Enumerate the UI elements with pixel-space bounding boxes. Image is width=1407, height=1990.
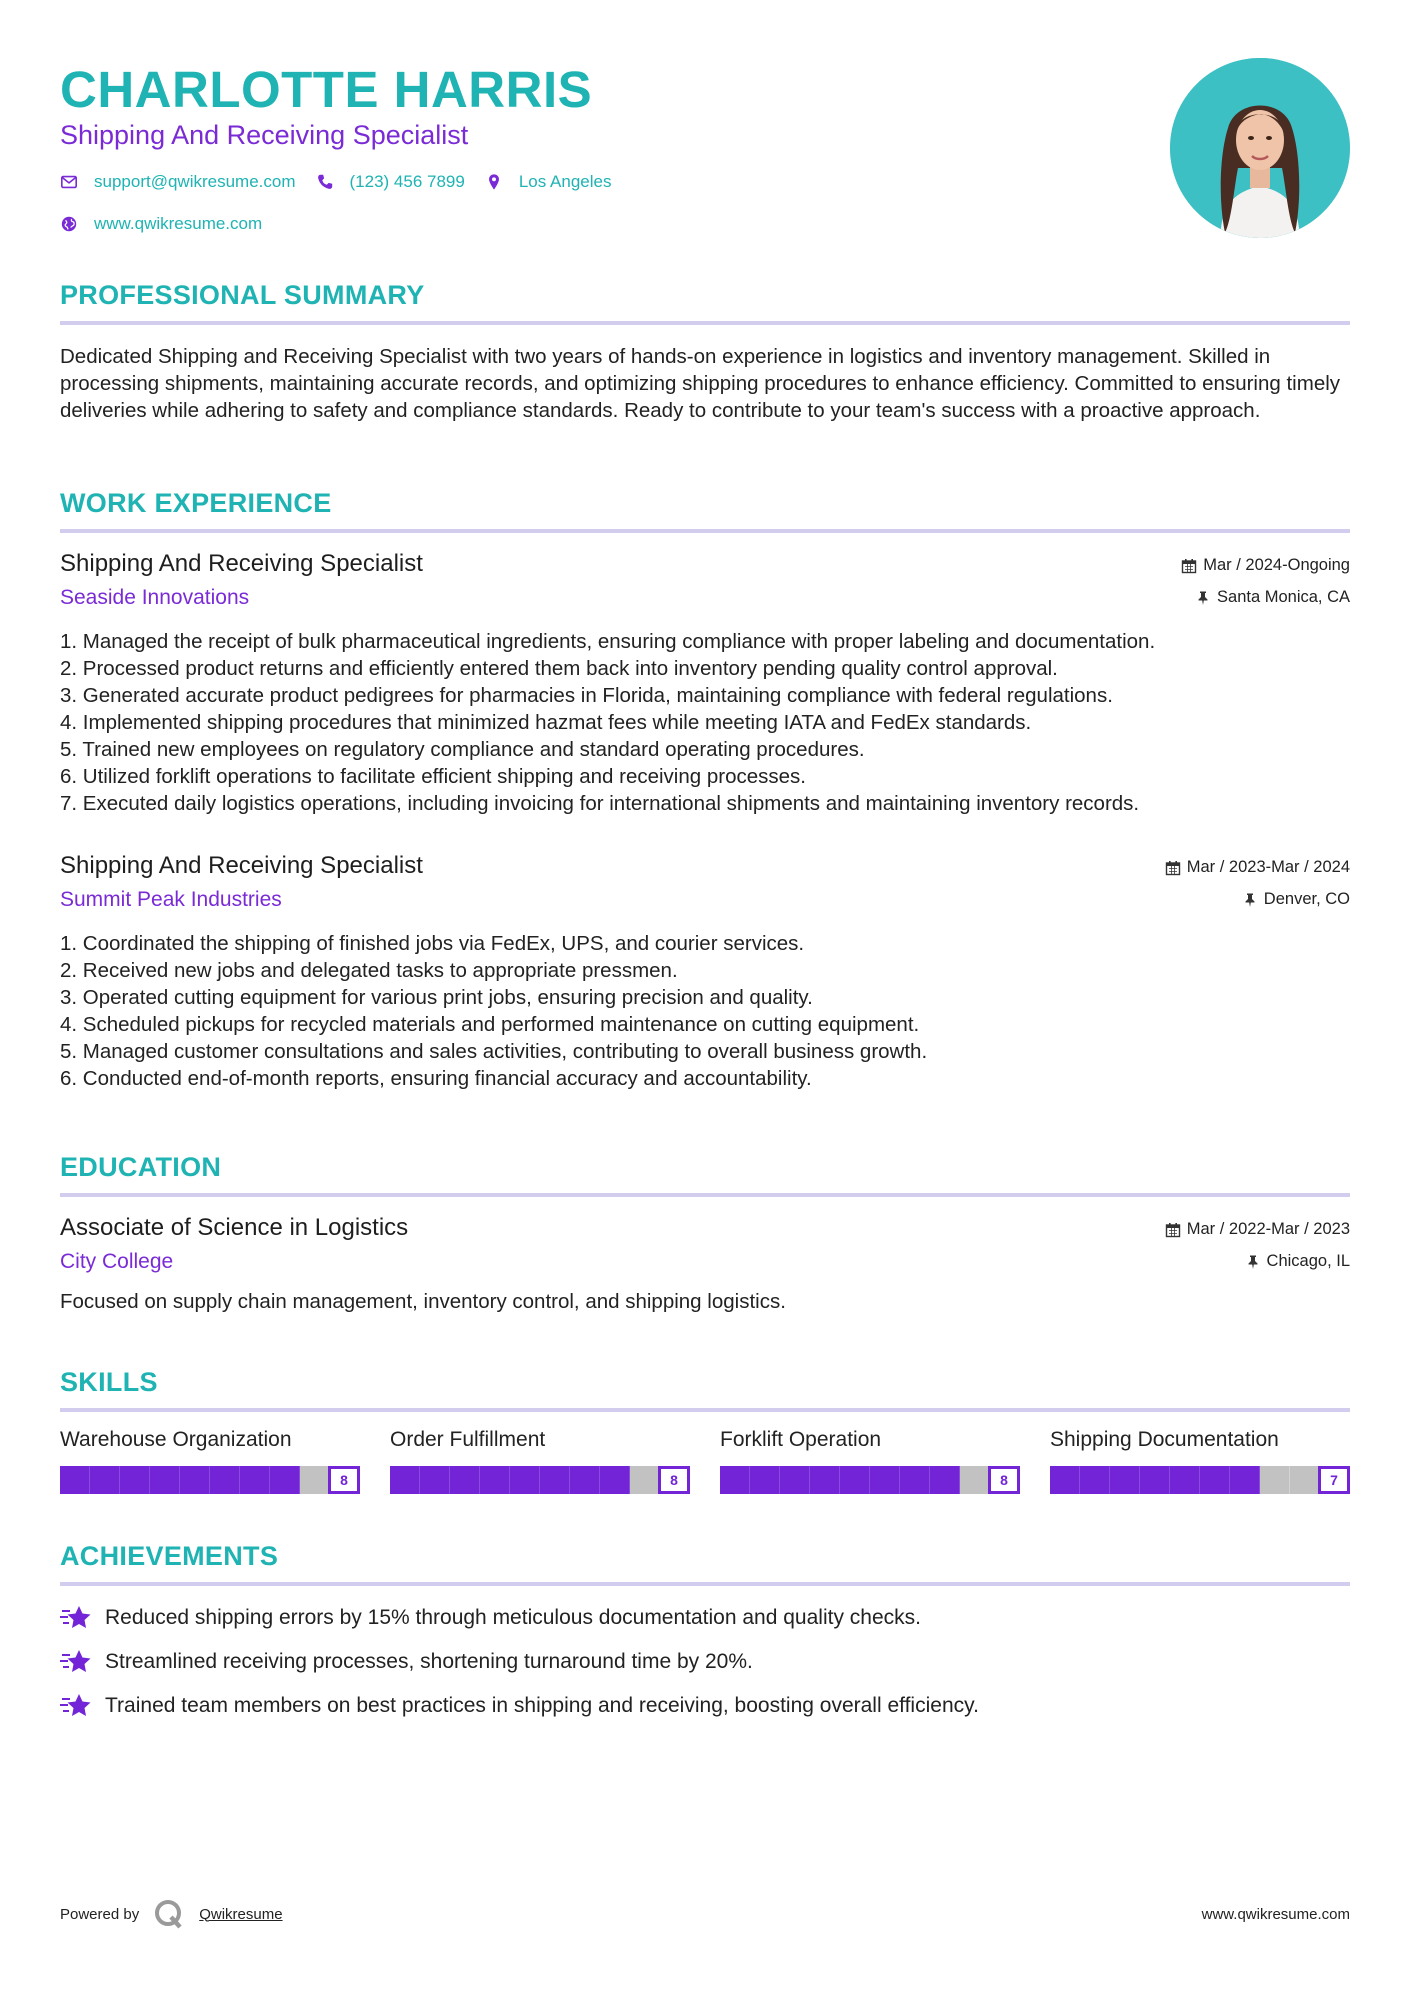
job-title: Shipping And Receiving Specialist [60,852,423,879]
skill-segment-filled [930,1466,960,1494]
contact-row [60,172,631,192]
job-date-text: Mar / 2023-Mar / 2024 [1186,858,1350,876]
skill-level-bar [1050,1466,1350,1494]
candidate-title: Shipping And Receiving Specialist [60,120,469,150]
list-item: 2. Received new jobs and delegated tasks to appropriate pressmen. [60,959,678,982]
skill-level-badge: 8 [658,1466,690,1494]
candidate-name: CHARLOTTE HARRIS [60,61,593,118]
website-row [60,214,282,234]
skill-segment-filled [480,1466,510,1494]
job-date [1181,556,1350,575]
job-location-text: Santa Monica, CA [1217,588,1350,606]
skill-name: Warehouse Organization [60,1428,292,1451]
skill-segment-filled [450,1466,480,1494]
qwikresume-logo-icon [153,1898,185,1930]
skill-segment-filled [1110,1466,1140,1494]
shooting-star-icon [60,1692,92,1720]
envelope-icon [60,173,78,191]
skill-level-bar [390,1466,690,1494]
skill-segment-filled [270,1466,300,1494]
website-contact[interactable] [60,214,262,234]
achievements-section [60,1541,1350,1586]
skill-name: Forklift Operation [720,1428,882,1451]
education-description: Focused on supply chain management, inventory control, and shipping logistics. [60,1290,786,1313]
achievement-text: Trained team members on best practices in shipping and receiving, boosting overall efficiency. [105,1694,979,1717]
job-location [1195,588,1350,607]
list-item: 5. Managed customer consultations and sales activities, contributing to overall business growth. [60,1040,928,1063]
education-heading: EDUCATION [60,1152,222,1182]
footer-powered-by [60,1898,283,1930]
skill-level-bar [60,1466,360,1494]
skill-segment-filled [720,1466,750,1494]
list-item: 4. Implemented shipping procedures that minimized hazmat fees while meeting IATA and FedEx standards. [60,711,1032,734]
experience-section [60,488,1350,533]
location-contact [485,172,612,192]
phone-text: (123) 456 7899 [349,172,465,191]
education-date [1165,1220,1350,1239]
skill-segment-filled [810,1466,840,1494]
list-item: 6. Conducted end-of-month reports, ensuring financial accuracy and accountability. [60,1067,812,1090]
achievement-text: Reduced shipping errors by 15% through meticulous documentation and quality checks. [105,1606,921,1629]
achievement-item [60,1692,979,1720]
skill-segment-filled [570,1466,600,1494]
calendar-icon [1165,860,1181,876]
skill-segment-filled [120,1466,150,1494]
education-location-text: Chicago, IL [1266,1252,1350,1270]
skill-item [390,1428,690,1488]
job-title: Shipping And Receiving Specialist [60,550,423,577]
list-item: 5. Trained new employees on regulatory compliance and standard operating procedures. [60,738,865,761]
skill-name: Shipping Documentation [1050,1428,1279,1451]
list-item: 3. Operated cutting equipment for various print jobs, ensuring precision and quality. [60,986,813,1009]
education-date-text: Mar / 2022-Mar / 2023 [1186,1220,1350,1238]
pushpin-icon [1245,1254,1261,1270]
skill-segment-filled [900,1466,930,1494]
job-entry [60,550,1350,830]
skill-segment-empty [300,1466,330,1494]
list-item: 3. Generated accurate product pedigrees for pharmacies in Florida, maintaining compliance with federal regulations. [60,684,1113,707]
skill-segment-filled [1140,1466,1170,1494]
phone-contact[interactable] [316,172,465,192]
list-item: 1. Managed the receipt of bulk pharmaceutical ingredients, ensuring compliance with proper labeling and documentation. [60,630,1156,653]
brand-link[interactable]: Qwikresume [199,1905,283,1923]
skill-segment-empty [630,1466,660,1494]
list-item: 2. Processed product returns and efficiently entered them back into inventory pending quality control approval. [60,657,1058,680]
pushpin-icon [1195,590,1211,606]
globe-icon [60,215,78,233]
email-contact[interactable] [60,172,296,192]
job-date-text: Mar / 2024-Ongoing [1203,556,1350,574]
skill-segment-filled [1230,1466,1260,1494]
skill-item [60,1428,360,1488]
list-item: 4. Scheduled pickups for recycled materials and performed maintenance on cutting equipment. [60,1013,920,1036]
degree-title: Associate of Science in Logistics [60,1214,409,1241]
section-divider [60,1408,1350,1412]
email-text: support@qwikresume.com [94,172,296,191]
skill-segment-filled [60,1466,90,1494]
skill-segment-filled [750,1466,780,1494]
skill-segment-filled [210,1466,240,1494]
job-location [1242,890,1350,909]
location-text: Los Angeles [518,172,612,191]
pushpin-icon [1242,892,1258,908]
summary-section [60,280,1350,424]
website-text: www.qwikresume.com [94,214,263,233]
skill-segment-filled [1170,1466,1200,1494]
skill-segment-filled [1200,1466,1230,1494]
resume-page [60,0,1350,1990]
skill-segment-filled [510,1466,540,1494]
skill-item [720,1428,1020,1488]
section-divider [60,1193,1350,1197]
job-entry [60,852,1350,1102]
skill-level-badge: 8 [988,1466,1020,1494]
skill-segment-filled [150,1466,180,1494]
achievement-item [60,1648,753,1676]
skill-segment-empty [960,1466,990,1494]
section-divider [60,321,1350,325]
skill-level-badge: 7 [1318,1466,1350,1494]
skill-name: Order Fulfillment [390,1428,546,1451]
skill-level-bar [720,1466,1020,1494]
map-pin-icon [485,173,503,191]
powered-by-label: Powered by [60,1905,140,1923]
calendar-icon [1165,1222,1181,1238]
education-section [60,1152,1350,1197]
summary-text: Dedicated Shipping and Receiving Specialist with two years of hands-on experience in logistics and inventory management. Skilled in processing shipments, maintaining accurate records, and optimizing shipping procedures to enhance efficiency. Committed to ensuring timely deliveries while adhering to safety and compliance standards. Ready to contribute to your team's success with a proactive approach. [60,345,1341,422]
skill-segment-filled [600,1466,630,1494]
list-item: 1. Coordinated the shipping of finished jobs via FedEx, UPS, and courier services. [60,932,805,955]
skill-segment-filled [840,1466,870,1494]
achievements-heading: ACHIEVEMENTS [60,1541,279,1571]
phone-icon [316,173,334,191]
skill-segment-filled [540,1466,570,1494]
skill-segment-filled [390,1466,420,1494]
job-company: Seaside Innovations [60,586,250,609]
skills-heading: SKILLS [60,1367,158,1397]
profile-photo [1170,58,1350,238]
skill-level-badge: 8 [328,1466,360,1494]
school-name: City College [60,1250,174,1273]
shooting-star-icon [60,1604,92,1632]
skill-segment-empty [1260,1466,1290,1494]
skill-segment-filled [1080,1466,1110,1494]
section-divider [60,529,1350,533]
calendar-icon [1181,558,1197,574]
skill-item [1050,1428,1350,1488]
section-divider [60,1582,1350,1586]
list-item: 6. Utilized forklift operations to facilitate efficient shipping and receiving processes. [60,765,806,788]
skill-segment-filled [90,1466,120,1494]
job-bullets [60,628,1155,817]
skill-segment-filled [240,1466,270,1494]
skill-segment-filled [180,1466,210,1494]
summary-heading: PROFESSIONAL SUMMARY [60,280,425,310]
skills-section [60,1367,1350,1412]
job-date [1165,858,1350,877]
skill-segment-filled [780,1466,810,1494]
footer-website-link[interactable]: www.qwikresume.com [1201,1906,1350,1923]
portrait-image [1170,58,1350,238]
job-company: Summit Peak Industries [60,888,282,911]
skill-segment-empty [1290,1466,1320,1494]
skill-segment-filled [870,1466,900,1494]
education-entry [60,1214,1350,1324]
job-location-text: Denver, CO [1263,890,1350,908]
achievement-text: Streamlined receiving processes, shortening turnaround time by 20%. [105,1650,753,1673]
experience-heading: WORK EXPERIENCE [60,488,332,518]
achievement-item [60,1604,921,1632]
skill-segment-filled [1050,1466,1080,1494]
list-item: 7. Executed daily logistics operations, including invoicing for international shipments and maintaining inventory records. [60,792,1140,815]
job-bullets [60,930,927,1092]
shooting-star-icon [60,1648,92,1676]
education-location [1245,1252,1350,1271]
skill-segment-filled [420,1466,450,1494]
